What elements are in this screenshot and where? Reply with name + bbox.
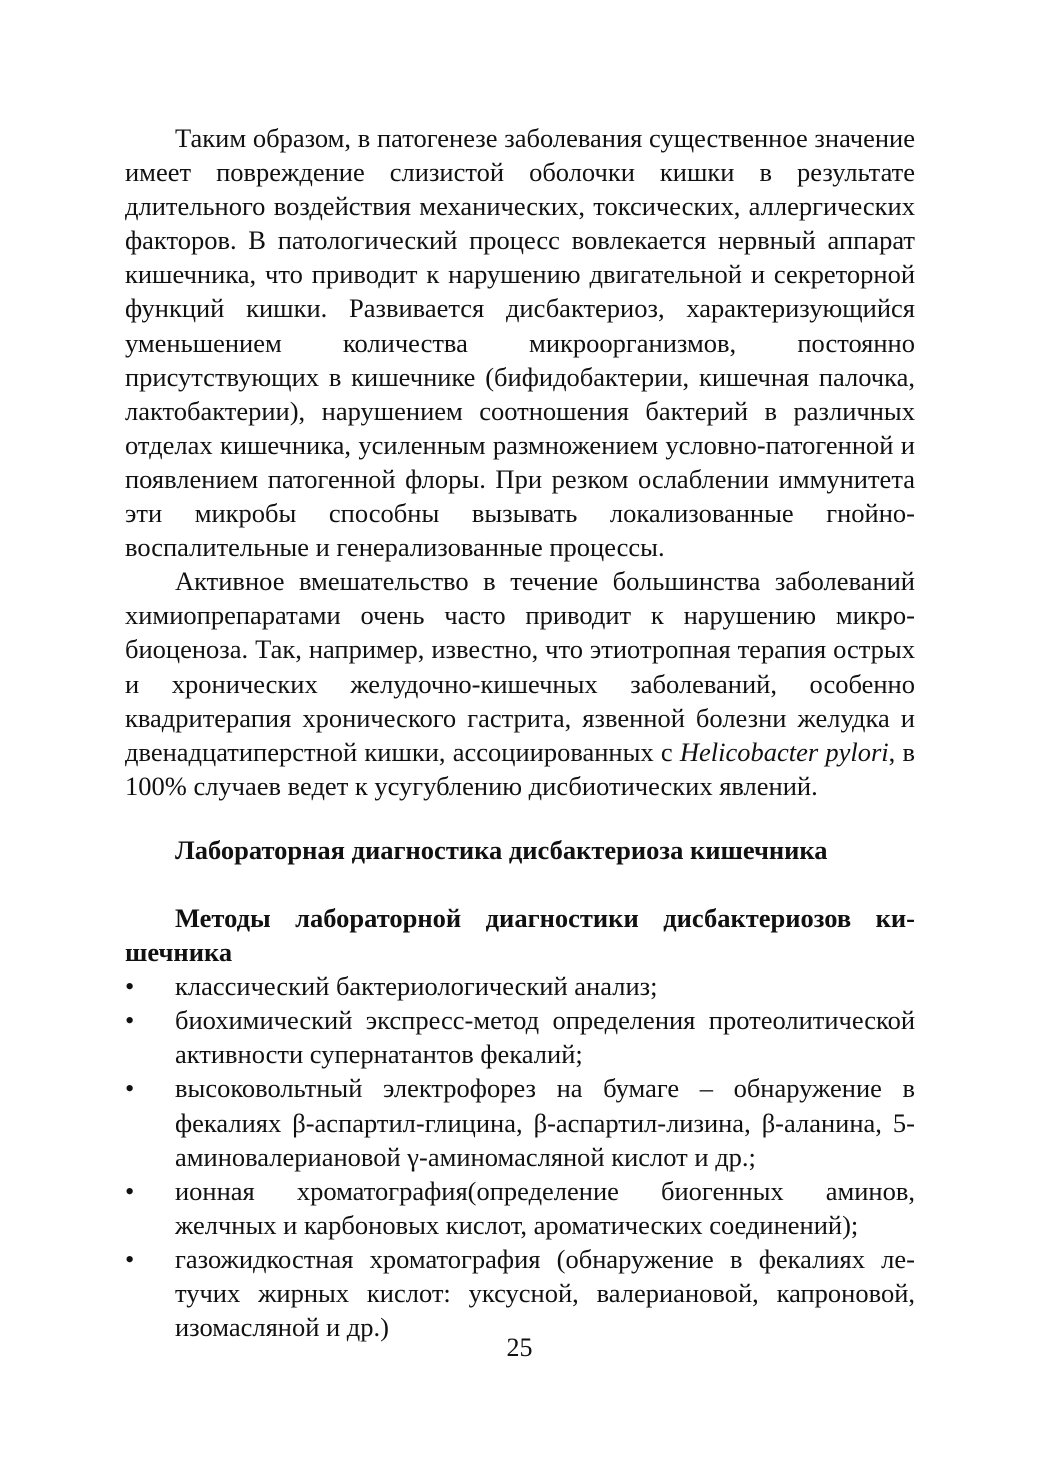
list-item-text: высоковольтный электрофорез на бумаге – обнаружение в фекалиях β-аспартил-глицина, β-аспартил-лизина, β-аланина, 5-аминовалериановой γ-аминомасляной кислот и др.;: [175, 1073, 915, 1172]
page-body: [125, 121, 915, 1344]
list-item-text: классический бактериологический анализ;: [175, 971, 658, 1002]
list-item-text: газожидкостная хроматография (обнаружение в фекалиях летучих жирных кислот: уксусной, валериановой, капроновой, изомасляной и др.): [175, 1243, 915, 1343]
methods-list: [125, 969, 915, 1344]
page-number: 25: [506, 1333, 533, 1362]
paragraph-chemotherapy-text: Активное вмешательство в течение большинства заболеваний химиопрепаратами очень часто приводит к нарушению микробиоценоза. Так, например, известно, что этиотропная терапия острых и хронических желудочно-кишечных заболеваний, особенно квадритерапия хронического гастрита, язвенной болезни желудка и двенадцатиперстной кишки, ассоциированных с: [125, 566, 915, 767]
methods-heading: Методы лабораторной диагностики дисбактериозов кишечника: [125, 902, 915, 968]
list-item-text: ионная хроматография(определение биогенных аминов, желчных и карбоновых кислот, ароматических соединений);: [175, 1175, 915, 1240]
bullet-icon: •: [125, 1005, 135, 1036]
paragraph-pathogenesis: Таким образом, в патогенезе заболевания существенное значение имеет повреждение слизистой оболочки кишки в результате длительного воздействия механических, токсических, аллергических факторов. В патологический процесс вовлекается нервный аппарат кишечника, что приводит к нарушению двигательной и секреторной функций кишки. Развивается дисбактериоз, характеризующийся уменьшением количества микроорганизмов, постоянно присутствующих в кишечнике (бифидобактерии, кишечная палочка, лактобактерии), нарушением соотношения бактерий в различных отделах кишечника, усиленным размножением условно-патогенной и появлением патогенной флоры. При резком ослаблении иммунитета эти микробы способны вызывать локализованные гнойно-воспалительные и генерализованные процессы.: [125, 123, 915, 563]
paragraph-chemotherapy-tail: , в 100% случаев ведет к усугублению дисбиотических явлений.: [125, 736, 916, 801]
section-heading: Лабораторная диагностика дисбактериоза кишечника: [175, 834, 828, 865]
list-item: [125, 1242, 915, 1344]
list-item-text: биохимический экспресс-метод определения протеолитической активности супернатантов фекалий;: [175, 1005, 915, 1070]
paragraph-chemotherapy: [125, 564, 915, 803]
list-item: [125, 1174, 915, 1242]
list-item: [125, 1003, 915, 1071]
bullet-icon: •: [125, 1175, 135, 1206]
paragraph-chemotherapy-species: Helicobacter pylori: [679, 736, 889, 767]
bullet-icon: •: [125, 971, 135, 1002]
list-item: [125, 969, 915, 1003]
list-item: [125, 1071, 915, 1173]
bullet-icon: •: [125, 1243, 135, 1274]
bullet-icon: •: [125, 1073, 135, 1104]
